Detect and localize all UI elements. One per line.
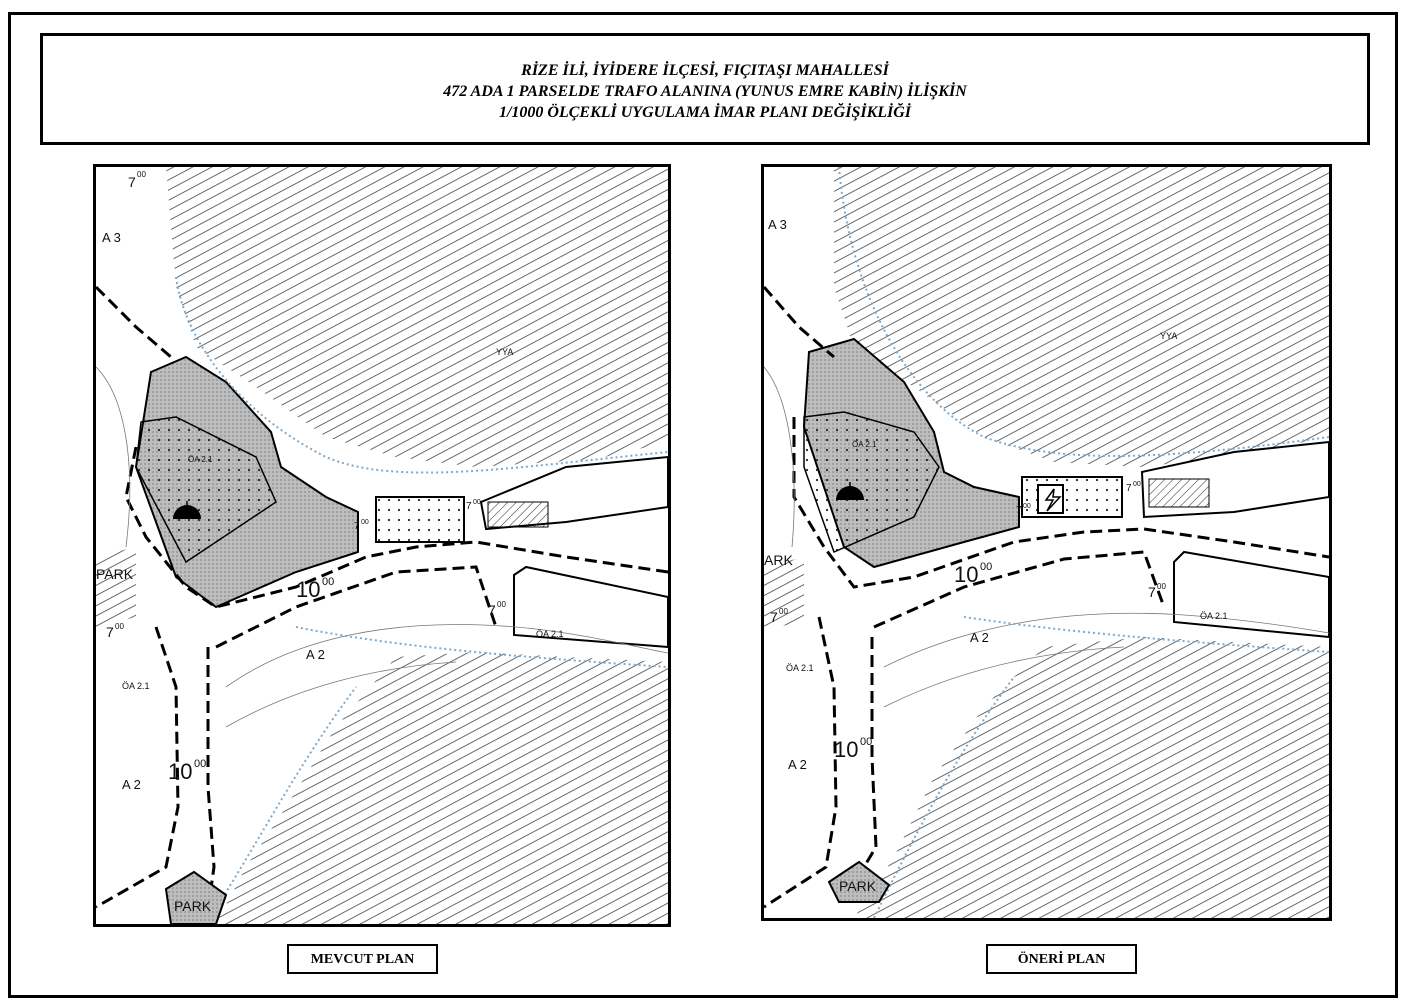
label-a3: A 3 — [102, 230, 121, 245]
label-road-main: 10 — [954, 562, 979, 587]
label-a3: A 3 — [768, 217, 787, 232]
label-road-vertical-sup: 00 — [194, 758, 207, 770]
building-hatch-east — [488, 502, 548, 527]
label-yya: YYA — [496, 347, 514, 357]
road-edge-main-south — [874, 552, 1164, 627]
label-road-7-left-sup: 00 — [779, 607, 788, 616]
road-edge-vertical-east — [864, 637, 876, 867]
label-road-main: 10 — [296, 577, 321, 602]
forest-area-south — [216, 652, 668, 924]
label-road-vertical: 10 — [834, 737, 859, 762]
housing-block-southeast — [1174, 552, 1329, 637]
label-road-7a: 7 — [354, 521, 360, 532]
label-a2-mid: A 2 — [970, 630, 989, 645]
building-hatch-east — [1149, 479, 1209, 507]
label-a2-low: A 2 — [788, 757, 807, 772]
label-park-left: PARK — [96, 566, 134, 582]
parcel-472-1 — [376, 497, 464, 542]
label-road-7a-sup: 00 — [361, 519, 369, 526]
title-line-1: RİZE İLİ, İYİDERE İLÇESİ, FIÇITAŞI MAHALLESİ — [521, 62, 889, 79]
proposed-plan-caption: ÖNERİ PLAN — [986, 944, 1137, 974]
label-road-main-sup: 00 — [322, 576, 335, 588]
road-edge-vertical-west — [96, 627, 178, 907]
park-area-left — [96, 547, 136, 627]
label-road-7c-sup: 00 — [1157, 582, 1166, 591]
label-road-7b-sup: 00 — [473, 499, 481, 506]
label-oa-left: ÖA 2.1 — [122, 681, 150, 691]
road-edge-nw — [96, 287, 171, 357]
label-a2-low: A 2 — [122, 777, 141, 792]
label-oa-top: ÖA 2.1 — [852, 440, 877, 449]
label-road-7c: 7 — [488, 602, 496, 618]
title-line-3: 1/1000 ÖLÇEKLİ UYGULAMA İMAR PLANI DEĞİŞİKLİĞİ — [498, 104, 912, 121]
proposed-plan-map — [761, 164, 1332, 921]
title-line-2: 472 ADA 1 PARSELDE TRAFO ALANINA (YUNUS EMRE KABİN) İLİŞKİN — [443, 83, 967, 100]
label-road-vertical-sup: 00 — [860, 736, 873, 748]
contour-line — [96, 367, 130, 547]
existing-plan-caption: MEVCUT PLAN — [287, 944, 438, 974]
road-edge-nw — [764, 287, 834, 357]
label-road-7a: 7 — [1016, 505, 1022, 516]
label-road-7a-sup: 00 — [1023, 503, 1031, 510]
label-road-7-top-sup: 00 — [137, 170, 146, 179]
label-a2-mid: A 2 — [306, 647, 325, 662]
label-road-7-left-sup: 00 — [115, 622, 124, 631]
label-road-7c: 7 — [1148, 584, 1156, 600]
label-oa-top: ÖA 2.1 — [188, 455, 213, 464]
label-road-7b: 7 — [1126, 483, 1132, 494]
label-road-main-sup: 00 — [980, 561, 993, 573]
existing-plan-drawing — [96, 167, 668, 924]
contour-line — [764, 367, 794, 547]
label-yya: YYA — [1160, 331, 1178, 341]
label-road-7c-sup: 00 — [497, 600, 506, 609]
forest-area-south — [854, 637, 1329, 918]
label-road-7b-sup: 00 — [1133, 481, 1141, 488]
label-park-bottom: PARK — [839, 878, 877, 894]
transformer-area — [1038, 485, 1063, 513]
label-park-bottom: PARK — [174, 898, 212, 914]
label-road-7-top: 7 — [128, 174, 136, 190]
label-road-7-left: 7 — [770, 609, 778, 625]
label-oa-right: ÖA 2.1 — [1200, 611, 1228, 621]
label-park-left: ARK — [764, 552, 793, 568]
label-road-vertical: 10 — [168, 759, 193, 784]
label-oa-left: ÖA 2.1 — [786, 663, 814, 673]
existing-plan-map — [93, 164, 671, 927]
label-oa-right: ÖA 2.1 — [536, 629, 564, 639]
proposed-plan-drawing — [764, 167, 1329, 918]
label-road-7b: 7 — [466, 501, 472, 512]
title-block — [40, 33, 1370, 145]
label-road-7-left: 7 — [106, 624, 114, 640]
